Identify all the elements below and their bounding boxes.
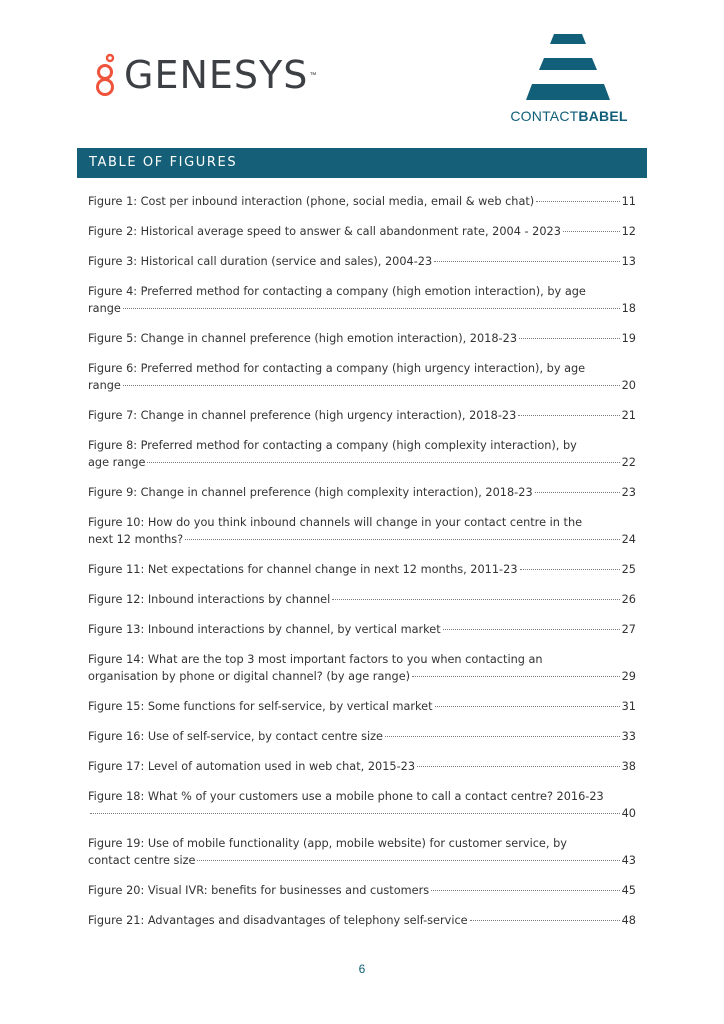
toc-entry[interactable]: [88, 835, 636, 869]
dot-leader: [434, 261, 619, 262]
toc-entry-row: [88, 805, 636, 822]
toc-entry[interactable]: [88, 758, 636, 775]
dot-leader: [123, 308, 620, 309]
dot-leader: [412, 676, 620, 677]
toc-entry[interactable]: [88, 651, 636, 685]
toc-entry-title-line: Figure 11: Net expectations for channel change in next 12 months, 2011-23: [88, 563, 518, 576]
contactbabel-logo: [508, 34, 630, 124]
toc-entry[interactable]: [88, 561, 636, 578]
toc-entry-page: 26: [621, 593, 636, 606]
toc-entry-title-line: Figure 16: Use of self-service, by contact centre size: [88, 730, 383, 743]
toc-entry[interactable]: [88, 407, 636, 424]
toc-entry-row: [88, 668, 636, 685]
toc-entry-title-line: Figure 2: Historical average speed to answer & call abandonment rate, 2004 - 2023: [88, 225, 561, 238]
dot-leader: [385, 736, 620, 737]
toc-entry-page: 38: [621, 760, 636, 773]
dot-leader: [519, 338, 620, 339]
toc-entry-row: [88, 223, 636, 240]
toc-entry-title-line: Figure 14: What are the top 3 most important factors to you when contacting an: [88, 653, 543, 666]
toc-entry-page: 23: [621, 486, 636, 499]
toc-entry[interactable]: [88, 193, 636, 210]
toc-entry-title-line: contact centre size: [88, 854, 196, 867]
pyramid-icon: [518, 34, 618, 104]
toc-entry-title-line: Figure 17: Level of automation used in web chat, 2015-23: [88, 760, 416, 773]
page-number: 6: [358, 962, 366, 976]
toc-entry-page: 31: [621, 700, 636, 713]
toc-entry-title-line: Figure 13: Inbound interactions by channel, by vertical market: [88, 623, 441, 636]
toc-entry-row: [88, 454, 636, 471]
toc-entry-title-line: Figure 20: Visual IVR: benefits for businesses and customers: [88, 884, 430, 897]
table-of-figures-list: [88, 193, 636, 942]
genesys-wordmark: GENESYS: [124, 53, 309, 97]
toc-entry-title-line: Figure 8: Preferred method for contacting a company (high complexity interaction), by: [88, 439, 577, 452]
toc-entry[interactable]: [88, 621, 636, 638]
toc-entry-page: 33: [621, 730, 636, 743]
dot-leader: [435, 706, 620, 707]
toc-entry-row: [88, 728, 636, 745]
toc-entry-title-line: Figure 19: Use of mobile functionality (app, mobile website) for customer service, by: [88, 837, 567, 850]
toc-entry-page: 11: [621, 195, 636, 208]
dot-leader: [147, 462, 619, 463]
toc-entry-page: 13: [621, 255, 636, 268]
dot-leader: [536, 201, 619, 202]
toc-entry[interactable]: [88, 788, 636, 822]
toc-entry-page: 40: [621, 807, 636, 820]
toc-entry-title-line: Figure 9: Change in channel preference (high complexity interaction), 2018-23: [88, 486, 533, 499]
toc-entry-title-line: range: [88, 302, 121, 315]
toc-entry-page: 12: [621, 225, 636, 238]
toc-entry[interactable]: [88, 484, 636, 501]
dot-leader: [332, 599, 619, 600]
toc-entry[interactable]: [88, 698, 636, 715]
toc-entry-title-line: Figure 21: Advantages and disadvantages of telephony self-service: [88, 914, 468, 927]
toc-entry-row: [88, 912, 636, 929]
toc-entry-row: [88, 621, 636, 638]
toc-entry[interactable]: [88, 330, 636, 347]
contactbabel-word-light: CONTACT: [510, 108, 579, 124]
toc-entry-page: 20: [621, 379, 636, 392]
toc-entry-page: 25: [621, 563, 636, 576]
dot-leader: [431, 890, 620, 891]
toc-entry-row: [88, 300, 636, 317]
toc-entry[interactable]: [88, 253, 636, 270]
toc-entry[interactable]: [88, 437, 636, 471]
toc-entry-title-line: next 12 months?: [88, 533, 184, 546]
toc-entry[interactable]: [88, 728, 636, 745]
toc-entry-page: 24: [621, 533, 636, 546]
dot-leader: [197, 860, 619, 861]
toc-entry-page: 22: [621, 456, 636, 469]
toc-entry-title-line: Figure 18: What % of your customers use a mobile phone to call a contact centre? 2016-23: [88, 790, 604, 803]
dot-leader: [520, 569, 620, 570]
dot-leader: [470, 920, 620, 921]
contactbabel-wordmark: [508, 108, 630, 124]
dot-leader: [185, 539, 619, 540]
toc-entry-page: 18: [621, 302, 636, 315]
toc-entry[interactable]: [88, 283, 636, 317]
toc-entry[interactable]: [88, 591, 636, 608]
toc-entry[interactable]: [88, 514, 636, 548]
toc-entry-page: 27: [621, 623, 636, 636]
contactbabel-word-bold: BABEL: [578, 108, 628, 124]
toc-entry-row: [88, 591, 636, 608]
toc-entry[interactable]: [88, 912, 636, 929]
toc-entry-title-line: Figure 15: Some functions for self-service, by vertical market: [88, 700, 433, 713]
toc-entry-page: 48: [621, 914, 636, 927]
dot-leader: [518, 415, 619, 416]
toc-entry-row: [88, 852, 636, 869]
toc-entry-row: [88, 253, 636, 270]
dot-leader: [563, 231, 620, 232]
toc-entry-row: [88, 377, 636, 394]
toc-entry[interactable]: [88, 223, 636, 240]
toc-entry-title-line: Figure 10: How do you think inbound channels will change in your contact centre in the: [88, 516, 583, 529]
toc-entry-title-line: Figure 3: Historical call duration (service and sales), 2004-23: [88, 255, 433, 268]
toc-entry-row: [88, 561, 636, 578]
toc-entry-row: [88, 330, 636, 347]
toc-entry-row: [88, 407, 636, 424]
dot-leader: [443, 629, 620, 630]
genesys-logo: [94, 52, 316, 98]
toc-entry[interactable]: [88, 360, 636, 394]
toc-entry-row: [88, 531, 636, 548]
dot-leader: [417, 766, 620, 767]
toc-entry-page: 19: [621, 332, 636, 345]
toc-entry-title-line: Figure 7: Change in channel preference (high urgency interaction), 2018-23: [88, 409, 517, 422]
toc-entry-title-line: Figure 5: Change in channel preference (high emotion interaction), 2018-23: [88, 332, 518, 345]
toc-entry-title-line: range: [88, 379, 121, 392]
toc-entry-title-line: Figure 12: Inbound interactions by channel: [88, 593, 331, 606]
toc-entry-row: [88, 882, 636, 899]
toc-entry-row: [88, 698, 636, 715]
toc-entry-row: [88, 758, 636, 775]
dot-leader: [123, 385, 620, 386]
toc-entry-row: [88, 484, 636, 501]
toc-entry-row: [88, 193, 636, 210]
toc-entry-page: 43: [621, 854, 636, 867]
toc-entry-title-line: age range: [88, 456, 146, 469]
table-of-figures-heading: TABLE OF FIGURES: [77, 148, 647, 178]
toc-entry-page: 21: [621, 409, 636, 422]
toc-entry-page: 45: [621, 884, 636, 897]
dot-leader: [535, 492, 620, 493]
dot-leader: [90, 813, 620, 814]
toc-entry-page: 29: [621, 670, 636, 683]
toc-entry-title-line: Figure 1: Cost per inbound interaction (phone, social media, email & web chat): [88, 195, 535, 208]
toc-entry-title-line: organisation by phone or digital channel? (by age range): [88, 670, 411, 683]
toc-entry[interactable]: [88, 882, 636, 899]
genesys-trademark: ™: [309, 71, 317, 79]
toc-entry-title-line: Figure 4: Preferred method for contacting a company (high emotion interaction), by age: [88, 285, 586, 298]
genesys-mark-icon: [94, 53, 116, 97]
toc-entry-title-line: Figure 6: Preferred method for contacting a company (high urgency interaction), by age: [88, 362, 586, 375]
